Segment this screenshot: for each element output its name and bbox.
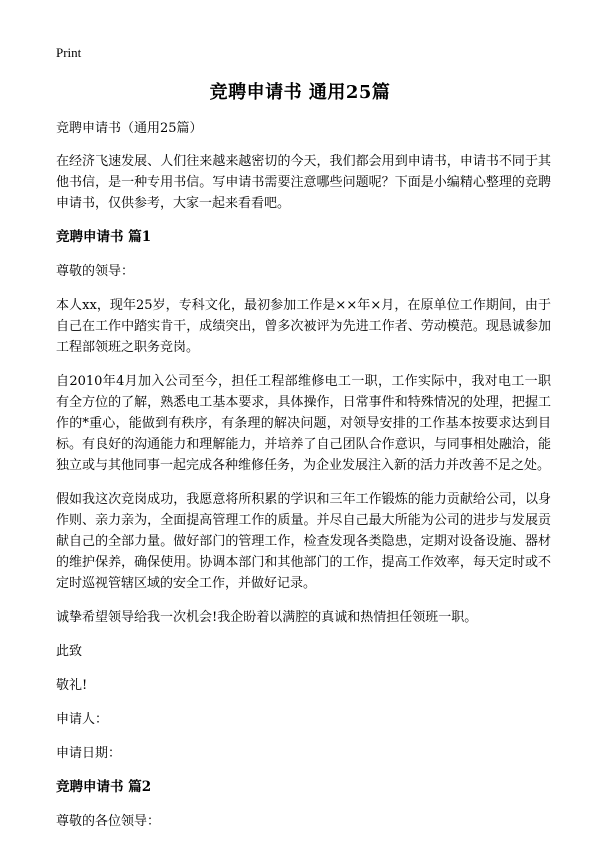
closing-line: 此致 bbox=[56, 644, 83, 659]
section-heading-1: 竞聘申请书 篇1 bbox=[56, 229, 152, 245]
section-heading-2: 竞聘申请书 篇2 bbox=[56, 779, 152, 795]
body-paragraph: 自2010年4月加入公司至今，担任工程部维修电工一职，工作实际中，我对电工一职有全方位的了解，熟悉电工基本要求，具体操作，日常事件和特殊情况的处理，把握工作的*重心，能做到有秩序，有条理的解决问题，对领导安排的工作基本按要求达到目标。有良好的沟通能力和理解能力，并培养了自己团队合作意识，与同事相处融洽，能独立或与其他同事一起完成各种维修任务，为企业发展注入新的活力并改善不足之处。 bbox=[56, 374, 551, 473]
document-subtitle: 竞聘申请书（通用25篇） bbox=[56, 121, 203, 136]
body-paragraph: 本人xx，现年25岁，专科文化，最初参加工作是××年×月，在原单位工作期间，由于自己在工作中踏实肯干，成绩突出，曾多次被评为先进工作者、劳动模范。现恳诚参加工程部领班之职务竞岗。 bbox=[56, 298, 551, 355]
intro-paragraph: 在经济飞速发展、人们往来越来越密切的今天，我们都会用到申请书，申请书不同于其他书信，是一种专用书信。写申请书需要注意哪些问题呢？下面是小编精心整理的竞聘申请书，仅供参考，大家一起来看看吧。 bbox=[56, 154, 551, 211]
document-body bbox=[56, 118, 551, 845]
print-label: Print bbox=[56, 45, 82, 60]
date-label: 申请日期： bbox=[56, 746, 122, 761]
body-paragraph: 诚挚希望领导给我一次机会!我企盼着以满腔的真诚和热情担任领班一职。 bbox=[56, 610, 478, 625]
document-title: 竞聘申请书 通用25篇 bbox=[209, 82, 391, 103]
applicant-label: 申请人： bbox=[56, 712, 109, 727]
closing-salute: 敬礼! bbox=[56, 678, 88, 693]
salutation-2: 尊敬的各位领导： bbox=[56, 814, 161, 829]
body-paragraph: 假如我这次竞岗成功，我愿意将所积累的学识和三年工作锻炼的能力贡献给公司，以身作则、亲力亲为，全面提高管理工作的质量。并尽自己最大所能为公司的进步与发展贡献自己的全部力量。做好部门的管理工作，检查发现各类隐患，定期对设备设施、器材的维护保养，确保使用。协调本部门和其他部门的工作，提高工作效率，每天定时或不定时巡视管辖区域的安全工作，并做好记录。 bbox=[56, 492, 551, 591]
salutation-1: 尊敬的领导： bbox=[56, 264, 135, 279]
